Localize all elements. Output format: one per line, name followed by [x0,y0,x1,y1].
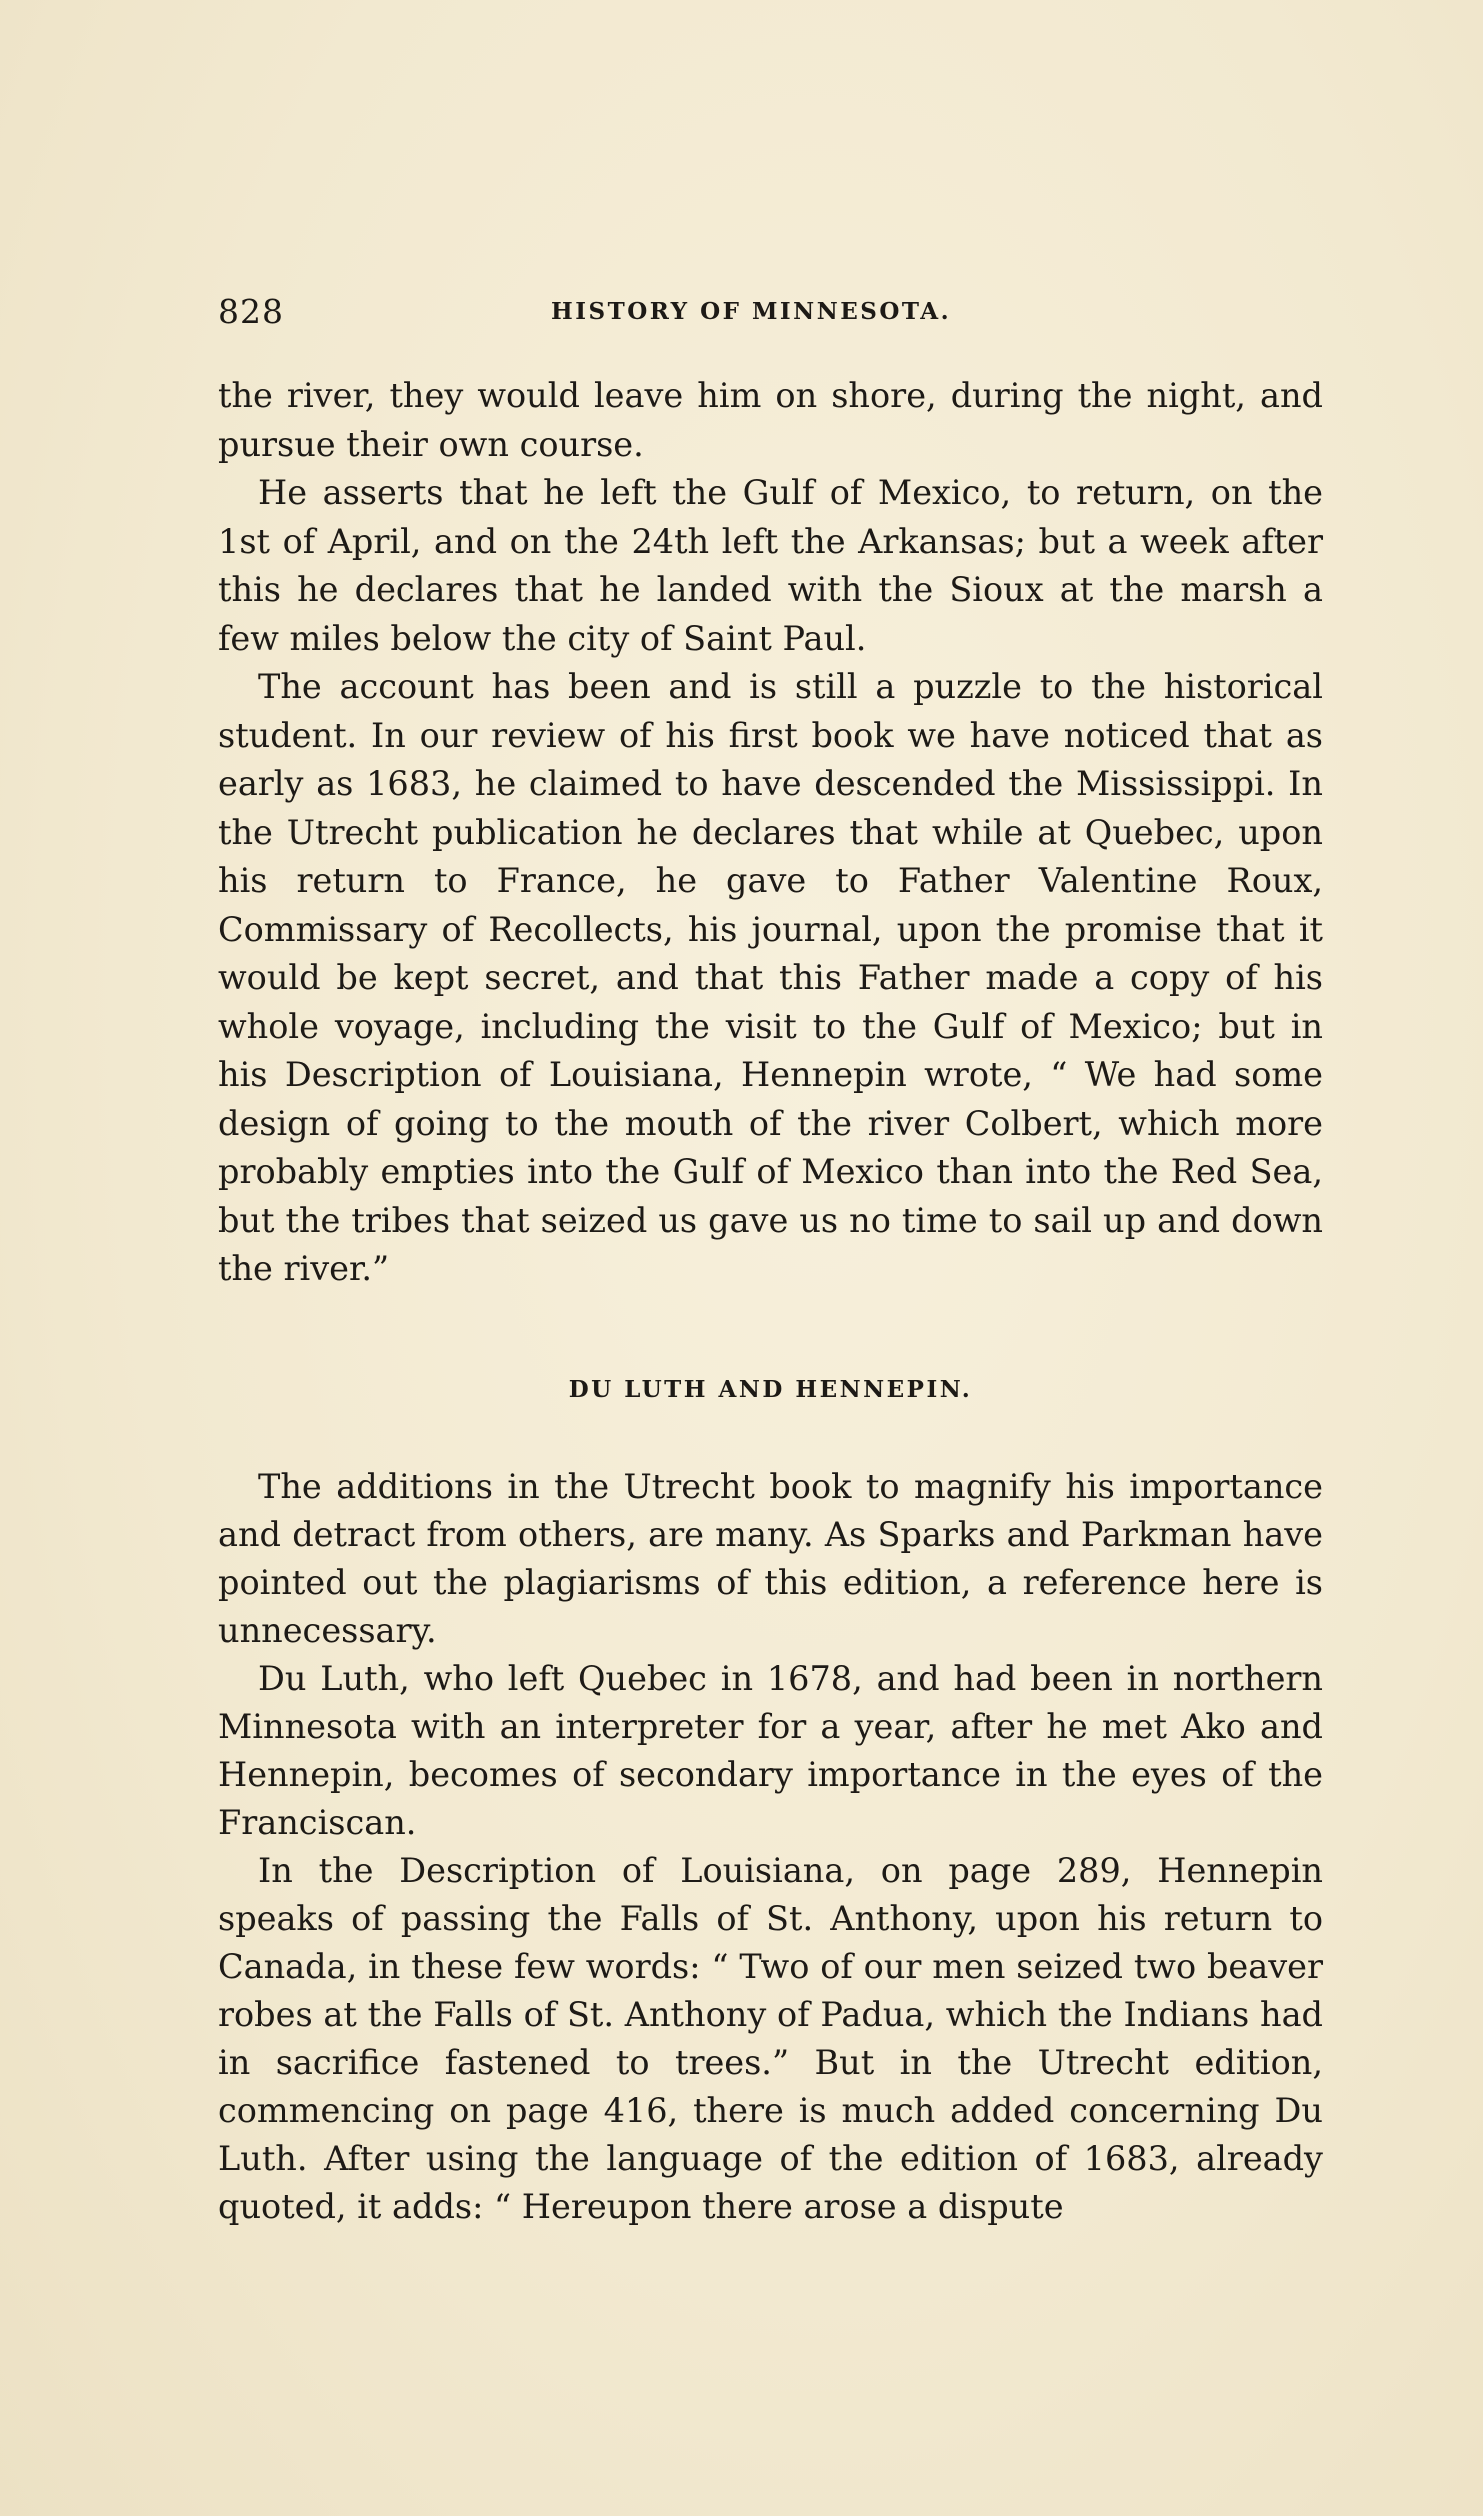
paragraph-utrecht-additions: The additions in the Utrecht book to magnify his importance and detract from others, are many. As Sparks and Parkman have pointed out the plagiarisms of this edition, a reference here is unnecessary. [218,1466,1323,1650]
paragraph-gulf-of-mexico: He asserts that he left the Gulf of Mexico, to return, on the 1st of April, and on the 24th left the Arkansas; but a week after this he declares that he landed with the Sioux at the marsh a few miles below the city of Saint Paul. [218,473,1323,658]
page-number: 828 [218,292,284,331]
paragraph-continuation: the river, they would leave him on shore, during the night, and pursue their own course. [218,376,1323,464]
section-heading: DU LUTH AND HENNEPIN. [568,1375,973,1403]
running-head [218,292,1318,342]
section-body [218,1463,1323,2231]
body-text [218,372,1323,2231]
paragraph-du-luth: Du Luth, who left Quebec in 1678, and had been in northern Minnesota with an interpreter for a year, after he met Ako and Hennepin, becomes of secondary importance in the eyes of the Franciscan. [218,1658,1323,1842]
paragraph-description-of-louisiana: In the Description of Louisiana, on page 289, Hennepin speaks of passing the Falls of St. Anthony, upon his return to Canada, in these few words: “ Two of our men seized two beaver robes at the Falls of St. Anthony of Padua, which the Indians had in sacrifice fastened to trees.” But in the Utrecht edition, commencing on page 416, there is much added concerning Du Luth. After using the language of the edition of 1683, already quoted, it adds: “ Hereupon there arose a dispute [218,1850,1323,2226]
paragraph-historical-puzzle: The account has been and is still a puzzle to the historical student. In our review of his first book we have noticed that as early as 1683, he claimed to have descended the Mississippi. In the Utrecht publication he declares that while at Quebec, upon his return to France, he gave to Father Valentine Roux, Commissary of Recollects, his journal, upon the promise that it would be kept secret, and that this Father made a copy of his whole voyage, including the visit to the Gulf of Mexico; but in his Description of Louisiana, Hennepin wrote, “ We had some design of going to the mouth of the river Colbert, which more probably empties into the Gulf of Mexico than into the Red Sea, but the tribes that seized us gave us no time to sail up and down the river.” [218,667,1323,1288]
running-title: HISTORY OF MINNESOTA. [551,298,952,325]
